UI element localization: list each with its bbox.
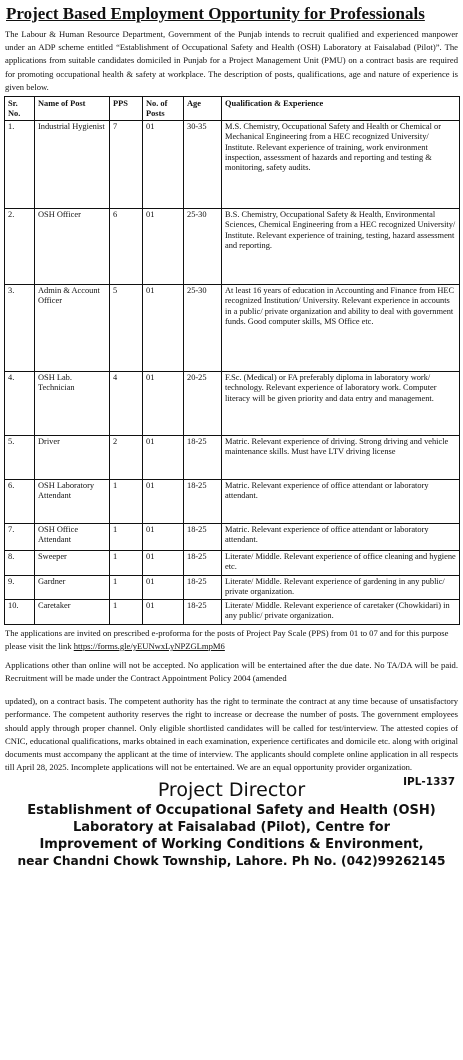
cell-age: 18-25 — [184, 435, 222, 479]
header-qualification: Qualification & Experience — [222, 97, 460, 121]
ad-code: IPL-1337 — [403, 776, 455, 789]
table-row — [5, 120, 460, 208]
cell-post: Gardner — [35, 575, 110, 599]
cell-sr: 1. — [5, 120, 35, 208]
cell-post: Driver — [35, 435, 110, 479]
intro-paragraph: The Labour & Human Resource Department, Government of the Punjab intends to recruit qualified and experienced manpower under an ADP scheme entitled “Establishment of Occupational Safety and Health (OSH) Laboratory at Faisalabad (Pilot)”. The applications from suitable candidates domiciled in Punjab for a Project Management Unit (PMU) on a contract basis are required for promoting occupational health & safety at workplace. The description of posts, qualifications, age and nature of experience is given below. — [5, 29, 458, 92]
cell-posts: 01 — [143, 479, 184, 523]
posts-table — [4, 96, 460, 625]
signature-title: Project Director — [157, 779, 306, 802]
cell-pps: 7 — [110, 120, 143, 208]
table-header-row — [5, 97, 460, 121]
cell-qualification: M.S. Chemistry, Occupational Safety and Health or Chemical or Mechanical Engineering from a HEC recognized University/ Institute. Relevant experience of training, work environment inspection, assessment of hazards and reporting and testing & monitoring, safety audits. — [222, 120, 460, 208]
cell-age: 25-30 — [184, 284, 222, 371]
cell-post: OSH Lab. Technician — [35, 371, 110, 435]
cell-age: 20-25 — [184, 371, 222, 435]
application-form-link[interactable]: https://forms.gle/yEUNwxLyNPZGLmpM6 — [73, 640, 225, 651]
signature-block — [4, 778, 459, 870]
cell-pps: 1 — [110, 599, 143, 624]
headline: Project Based Employment Opportunity for Professionals — [6, 4, 425, 23]
table-row — [5, 575, 460, 599]
cell-post: Sweeper — [35, 550, 110, 575]
signature-line: near Chandni Chowk Township, Lahore. Ph No. (042)99262145 — [17, 854, 446, 869]
cell-age: 18-25 — [184, 575, 222, 599]
cell-sr: 8. — [5, 550, 35, 575]
table-row — [5, 550, 460, 575]
cell-pps: 1 — [110, 550, 143, 575]
cell-age: 18-25 — [184, 599, 222, 624]
cell-posts: 01 — [143, 599, 184, 624]
table-row — [5, 371, 460, 435]
table-row — [5, 284, 460, 371]
cell-qualification: B.S. Chemistry, Occupational Safety & Health, Environmental Sciences, Chemical Engineering from a HEC recognized University/ Institute. Relevant experience of training, testing, hazard assessment and reporting. — [222, 208, 460, 284]
cell-sr: 9. — [5, 575, 35, 599]
cell-pps: 5 — [110, 284, 143, 371]
cell-pps: 2 — [110, 435, 143, 479]
cell-sr: 2. — [5, 208, 35, 284]
cell-qualification: At least 16 years of education in Accounting and Finance from HEC recognized Institution/ University. Relevant experience in accounts in a public/ private organization and ability to deal with government funds. Good computer skills, MS Office etc. — [222, 284, 460, 371]
cell-posts: 01 — [143, 523, 184, 550]
cell-age: 18-25 — [184, 523, 222, 550]
signature-line: Laboratory at Faisalabad (Pilot), Centre for — [72, 820, 391, 836]
cell-posts: 01 — [143, 575, 184, 599]
cell-sr: 3. — [5, 284, 35, 371]
header-age: Age — [184, 97, 222, 121]
cell-qualification: Matric. Relevant experience of office attendant or laboratory attendant. — [222, 479, 460, 523]
cell-sr: 5. — [5, 435, 35, 479]
cell-post: OSH Laboratory Attendant — [35, 479, 110, 523]
cell-sr: 10. — [5, 599, 35, 624]
cell-post: OSH Officer — [35, 208, 110, 284]
signature-line: Establishment of Occupational Safety and Health (OSH) — [27, 803, 436, 819]
table-row — [5, 523, 460, 550]
table-row — [5, 599, 460, 624]
cell-qualification: F.Sc. (Medical) or FA preferably diploma in laboratory work/ technology. Relevant experience of laboratory work. Computer literacy will be given priority and data entry and management. — [222, 371, 460, 435]
cell-age: 18-25 — [184, 479, 222, 523]
terms-paragraph-1: Applications other than online will not be accepted. No application will be entertained after the due date. No TA/DA will be paid. Recruitment will be made under the Contract Appointment Policy 2004 (amended — [5, 659, 458, 684]
cell-qualification: Matric. Relevant experience of office attendant or laboratory attendant. — [222, 523, 460, 550]
cell-posts: 01 — [143, 208, 184, 284]
cell-posts: 01 — [143, 120, 184, 208]
cell-pps: 4 — [110, 371, 143, 435]
cell-sr: 6. — [5, 479, 35, 523]
cell-age: 25-30 — [184, 208, 222, 284]
header-sr-no: Sr. No. — [5, 97, 35, 121]
cell-posts: 01 — [143, 284, 184, 371]
header-pps: PPS — [110, 97, 143, 121]
cell-sr: 7. — [5, 523, 35, 550]
cell-age: 30-35 — [184, 120, 222, 208]
cell-pps: 6 — [110, 208, 143, 284]
table-row — [5, 479, 460, 523]
cell-pps: 1 — [110, 575, 143, 599]
header-name-of-post: Name of Post — [35, 97, 110, 121]
signature-line: Improvement of Working Conditions & Environment, — [39, 837, 424, 853]
cell-post: Admin & Account Officer — [35, 284, 110, 371]
cell-age: 18-25 — [184, 550, 222, 575]
cell-post: Caretaker — [35, 599, 110, 624]
header-no-of-posts: No. of Posts — [143, 97, 184, 121]
advertisement-page — [4, 4, 459, 870]
cell-qualification: Literate/ Middle. Relevant experience of caretaker (Chowkidari) in any public/ private organization. — [222, 599, 460, 624]
cell-qualification: Literate/ Middle. Relevant experience of office cleaning and hygiene etc. — [222, 550, 460, 575]
application-instructions — [5, 627, 458, 653]
cell-pps: 1 — [110, 523, 143, 550]
cell-post: Industrial Hygienist — [35, 120, 110, 208]
cell-posts: 01 — [143, 550, 184, 575]
cell-posts: 01 — [143, 435, 184, 479]
application-instructions-text: The applications are invited on prescribed e-proforma for the posts of Project Pay Scale (PPS) from 01 to 07 and for this purpose please visit the link — [5, 627, 449, 651]
cell-sr: 4. — [5, 371, 35, 435]
cell-qualification: Matric. Relevant experience of driving. Strong driving and vehicle maintenance skills. Must have LTV driving license — [222, 435, 460, 479]
table-row — [5, 208, 460, 284]
table-row — [5, 435, 460, 479]
terms-paragraph-2: updated), on a contract basis. The competent authority has the right to terminate the contract at any time because of unsatisfactory performance. The competent authority reserves the right to increase or decrease the number of posts. The government employees should apply through proper channel. Only eligible shortlisted candidates will be called for test/interview. The attested copies of CNIC, educational qualifications, marks obtained in each examination, experience certificates and domicile etc. along with original documents must accompany the applicant at the time of interview. The applicants should complete online application in all respects till April 28, 2025. Incomplete applications will not be entertained. We are an equal opportunity provider organization. — [5, 696, 458, 773]
cell-qualification: Literate/ Middle. Relevant experience of gardening in any public/ private organization. — [222, 575, 460, 599]
cell-posts: 01 — [143, 371, 184, 435]
cell-post: OSH Office Attendant — [35, 523, 110, 550]
cell-pps: 1 — [110, 479, 143, 523]
